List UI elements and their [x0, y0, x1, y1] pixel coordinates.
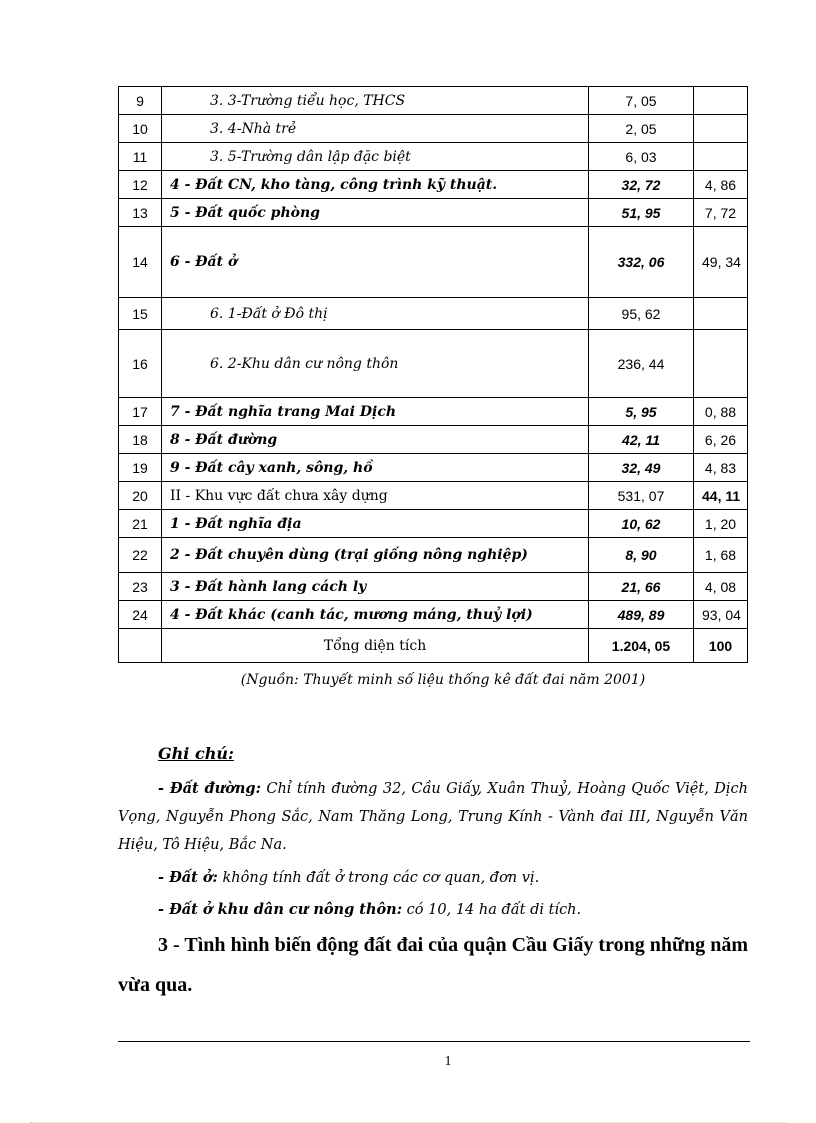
- table-row: [119, 143, 748, 171]
- table-row: [119, 115, 748, 143]
- row-name: 1 - Đất nghĩa địa: [162, 510, 589, 538]
- section-heading-text: 3 - Tình hình biến động đất đai của quận Cầu Giấy trong những năm vừa qua.: [118, 934, 748, 996]
- row-number: 16: [119, 330, 162, 398]
- table-row: [119, 482, 748, 510]
- table-row: [119, 426, 748, 454]
- row-name: 9 - Đất cây xanh, sông, hồ: [162, 454, 589, 482]
- row-number: 17: [119, 398, 162, 426]
- row-name: 4 - Đất CN, kho tàng, công trình kỹ thuật.: [162, 171, 589, 199]
- row-percent: 0, 88: [694, 398, 748, 426]
- note-roads: [118, 775, 748, 859]
- note-label: - Đất đường:: [158, 780, 261, 797]
- row-name: 8 - Đất đường: [162, 426, 589, 454]
- row-percent: 4, 86: [694, 171, 748, 199]
- table-row: [119, 454, 748, 482]
- row-percent: 1, 20: [694, 510, 748, 538]
- note-text: không tính đất ở trong các cơ quan, đơn vị.: [217, 870, 540, 886]
- row-number: 9: [119, 87, 162, 115]
- total-percent: 100: [694, 629, 748, 663]
- row-number: 22: [119, 538, 162, 573]
- note-rural-residential: [118, 896, 748, 924]
- row-area: 6, 03: [589, 143, 694, 171]
- land-use-table: [118, 86, 748, 663]
- row-name: 2 - Đất chuyên dùng (trại giống nông nghiệp): [162, 538, 589, 573]
- row-number: 10: [119, 115, 162, 143]
- row-area: 95, 62: [589, 298, 694, 330]
- row-name: 6 - Đất ở: [162, 227, 589, 298]
- row-name: 3. 3-Trường tiểu học, THCS: [162, 87, 589, 115]
- row-number: 18: [119, 426, 162, 454]
- note-residential: [118, 864, 748, 892]
- row-name: II - Khu vực đất chưa xây dựng: [162, 482, 589, 510]
- row-area: 236, 44: [589, 330, 694, 398]
- row-number: 13: [119, 199, 162, 227]
- row-area: 10, 62: [589, 510, 694, 538]
- table-row: [119, 171, 748, 199]
- row-area: 7, 05: [589, 87, 694, 115]
- row-number: 20: [119, 482, 162, 510]
- table-row: [119, 199, 748, 227]
- table-row: [119, 398, 748, 426]
- table-row: [119, 601, 748, 629]
- total-area: 1.204, 05: [589, 629, 694, 663]
- table-row: [119, 227, 748, 298]
- row-percent: [694, 143, 748, 171]
- row-name: 4 - Đất khác (canh tác, mương máng, thuỷ lợi): [162, 601, 589, 629]
- row-number: 11: [119, 143, 162, 171]
- note-label: - Đất ở:: [158, 869, 218, 886]
- row-area: 489, 89: [589, 601, 694, 629]
- footer-divider: [118, 1041, 750, 1042]
- row-name: 3. 4-Nhà trẻ: [162, 115, 589, 143]
- row-percent: [694, 87, 748, 115]
- row-percent: 49, 34: [694, 227, 748, 298]
- row-percent: [694, 298, 748, 330]
- row-number: 24: [119, 601, 162, 629]
- table-row: [119, 538, 748, 573]
- row-area: 5, 95: [589, 398, 694, 426]
- row-area: 51, 95: [589, 199, 694, 227]
- note-text: Chỉ tính đường 32, Cầu Giấy, Xuân Thuỷ, Hoàng Quốc Việt, Dịch Vọng, Nguyễn Phong Sắc, Nam Thăng Long, Trung Kính - Vành đai III, Nguyễn Văn Hiệu, Tô Hiệu, Bắc Na.: [118, 781, 748, 853]
- total-number: [119, 629, 162, 663]
- row-name: 6. 1-Đất ở Đô thị: [162, 298, 589, 330]
- row-number: 15: [119, 298, 162, 330]
- row-number: 21: [119, 510, 162, 538]
- row-percent: 44, 11: [694, 482, 748, 510]
- total-label: Tổng diện tích: [162, 629, 589, 663]
- row-name: 6. 2-Khu dân cư nông thôn: [162, 330, 589, 398]
- row-area: 332, 06: [589, 227, 694, 298]
- row-percent: 6, 26: [694, 426, 748, 454]
- row-area: 8, 90: [589, 538, 694, 573]
- total-row: [119, 629, 748, 663]
- row-percent: 4, 08: [694, 573, 748, 601]
- row-name: 5 - Đất quốc phòng: [162, 199, 589, 227]
- section-heading: [118, 925, 748, 1005]
- row-percent: 7, 72: [694, 199, 748, 227]
- table-source: (Nguồn: Thuyết minh số liệu thống kê đất đai năm 2001): [240, 672, 646, 688]
- page-number: 1: [444, 1054, 452, 1069]
- row-number: 23: [119, 573, 162, 601]
- row-percent: 1, 68: [694, 538, 748, 573]
- row-area: 42, 11: [589, 426, 694, 454]
- note-label: - Đất ở khu dân cư nông thôn:: [158, 901, 403, 918]
- row-percent: 93, 04: [694, 601, 748, 629]
- row-number: 14: [119, 227, 162, 298]
- row-percent: 4, 83: [694, 454, 748, 482]
- row-area: 2, 05: [589, 115, 694, 143]
- notes-title: Ghi chú:: [158, 744, 234, 763]
- row-area: 21, 66: [589, 573, 694, 601]
- row-percent: [694, 330, 748, 398]
- row-area: 32, 72: [589, 171, 694, 199]
- row-percent: [694, 115, 748, 143]
- table-row: [119, 573, 748, 601]
- table-row: [119, 510, 748, 538]
- table-row: [119, 330, 748, 398]
- row-name: 3. 5-Trường dân lập đặc biệt: [162, 143, 589, 171]
- row-number: 19: [119, 454, 162, 482]
- row-name: 3 - Đất hành lang cách ly: [162, 573, 589, 601]
- row-number: 12: [119, 171, 162, 199]
- table-row: [119, 87, 748, 115]
- row-name: 7 - Đất nghĩa trang Mai Dịch: [162, 398, 589, 426]
- row-area: 531, 07: [589, 482, 694, 510]
- table-row: [119, 298, 748, 330]
- note-text: có 10, 14 ha đất di tích.: [402, 902, 582, 918]
- row-area: 32, 49: [589, 454, 694, 482]
